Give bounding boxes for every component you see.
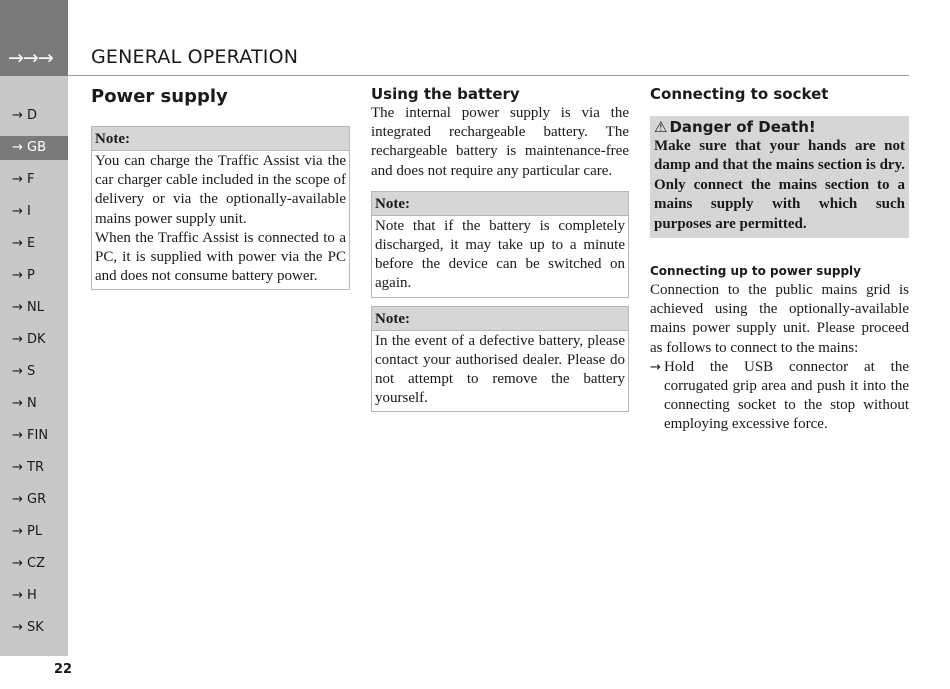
note-box [371, 306, 629, 413]
header-divider [68, 75, 909, 76]
connection-paragraph: Connection to the public mains grid is achieved using the optionally-available mains power supply unit. Please proceed as follows to connect to the mains: [650, 282, 909, 356]
language-tab[interactable]: → H [12, 588, 37, 603]
chapter-title: GENERAL OPERATION [91, 46, 299, 68]
danger-text: Make sure that your hands are not damp and that the mains section is dry. Only connect the mains section to a mains supply with which such purposes are permitted. [654, 138, 905, 232]
language-tab[interactable]: → D [12, 108, 38, 123]
note-box [91, 126, 350, 290]
note-body: Note that if the battery is completely discharged, it may take up to a minute before the device can be switched on again. [375, 217, 625, 292]
column-power-supply [91, 84, 350, 290]
language-tab[interactable]: → S [12, 364, 36, 379]
step-arrow-icon: → [650, 359, 661, 375]
step-text: Hold the USB connector at the corrugated grip area and push it into the connecting socket to the stop without employing excessive force. [664, 358, 909, 433]
language-tab[interactable]: → DK [12, 332, 46, 347]
note-box [371, 191, 629, 298]
section-title-power-supply: Power supply [91, 86, 228, 107]
note-label: Note: [372, 307, 628, 331]
language-tab[interactable]: → CZ [12, 556, 46, 571]
subheading-connecting-power: Connecting up to power supply [650, 264, 861, 279]
note-paragraph: You can charge the Traffic Assist via the car charger cable included in the scope of delivery or via the optionally-available mains power supply unit. [95, 153, 346, 227]
column-connecting-socket [650, 84, 909, 435]
column-using-battery [371, 84, 629, 412]
section-title-connecting-socket: Connecting to socket [650, 85, 829, 103]
language-tab[interactable]: → I [12, 204, 31, 219]
warning-triangle-icon: ⚠ [654, 118, 668, 136]
note-label: Note: [372, 192, 628, 216]
note-paragraph: When the Traffic Assist is connected to a PC, it is supplied with power via the PC and does not consume battery power. [95, 229, 346, 285]
note-body: In the event of a defective battery, please contact your authorised dealer. Please do not attempt to remove the battery yourself. [375, 332, 625, 407]
battery-intro-text: The internal power supply is via the integrated rechargeable battery. The rechargeable battery is maintenance-free and does not require any particular care. [371, 105, 629, 179]
language-tab[interactable]: → PL [12, 524, 43, 539]
instruction-step [650, 358, 909, 435]
language-tab[interactable]: → GR [12, 492, 47, 507]
page-number: 22 [54, 662, 73, 677]
danger-heading [654, 117, 905, 137]
language-tab[interactable]: → GB [0, 136, 68, 160]
section-title-using-battery: Using the battery [371, 85, 520, 103]
language-tab[interactable]: → FIN [12, 428, 49, 443]
language-tab[interactable]: → E [12, 236, 36, 251]
language-tab[interactable]: → SK [12, 620, 44, 635]
language-sidebar [0, 0, 68, 656]
danger-box [650, 116, 909, 238]
danger-title: Danger of Death! [669, 118, 816, 136]
note-body [92, 151, 349, 289]
language-tab[interactable]: → N [12, 396, 37, 411]
sidebar-header [0, 0, 68, 76]
note-label: Note: [92, 127, 349, 151]
language-tab[interactable]: → NL [12, 300, 44, 315]
language-tab[interactable]: → TR [12, 460, 44, 475]
triple-arrow-icon: →→→ [8, 47, 53, 69]
language-tab[interactable]: → F [12, 172, 35, 187]
language-tab[interactable]: → P [12, 268, 35, 283]
